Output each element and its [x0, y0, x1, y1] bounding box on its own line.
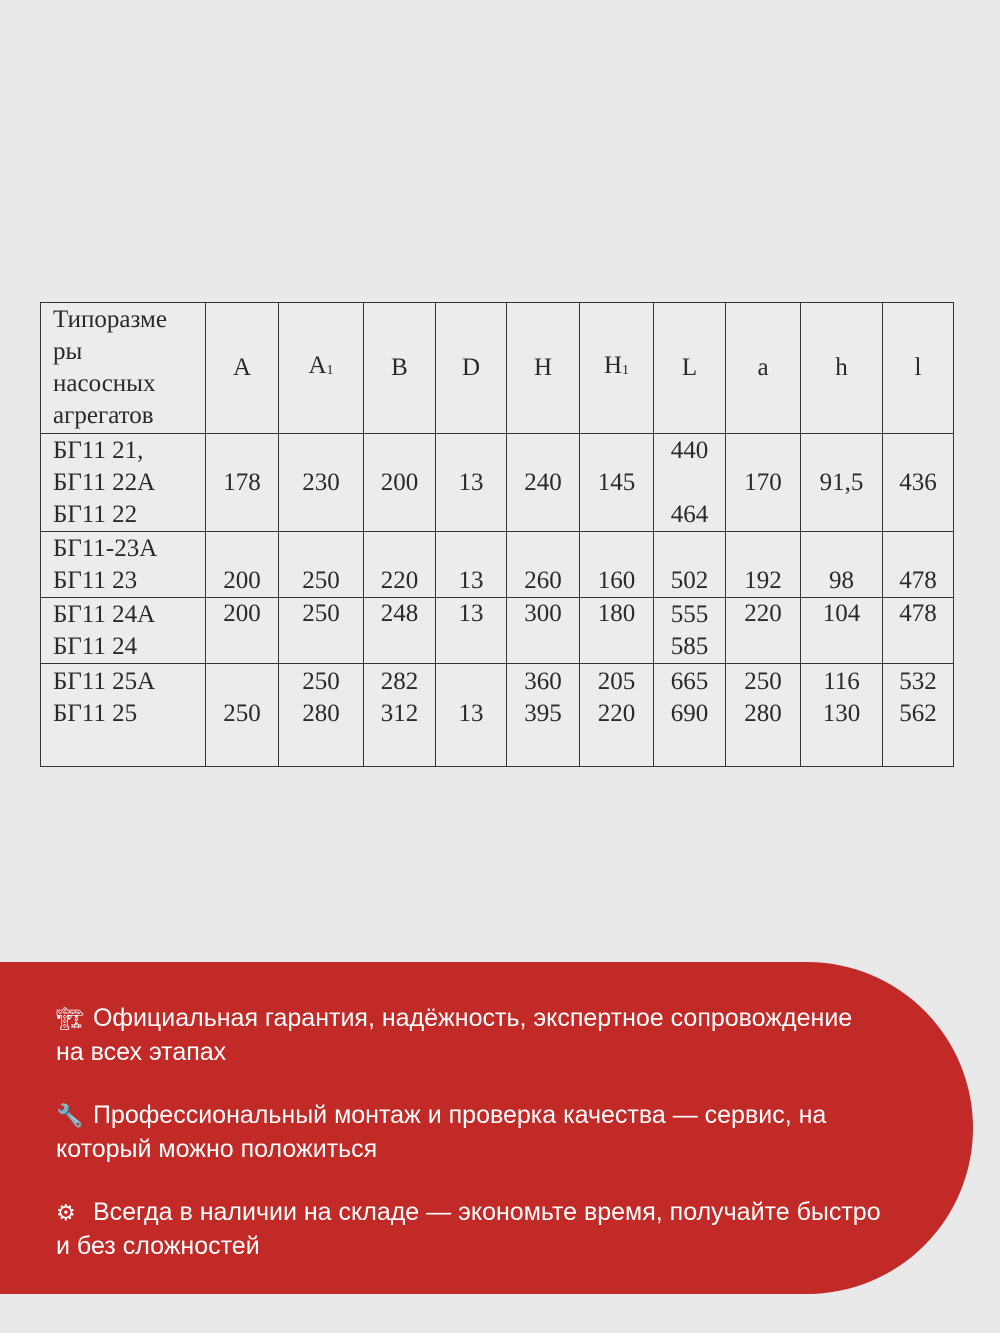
- cell-H: 260: [507, 532, 580, 598]
- cell-H: 360 395: [507, 664, 580, 767]
- factory-icon: 🏗: [56, 1007, 84, 1032]
- cell-L: 665 690: [654, 664, 726, 767]
- cell-A: 178: [206, 434, 279, 532]
- header-pump-models: Типоразме ры насосных агрегатов: [41, 303, 206, 434]
- cell-A1: 230: [279, 434, 364, 532]
- cell-a: 220: [726, 598, 801, 664]
- cell-l: 478: [883, 598, 954, 664]
- feature-installation: [56, 1099, 886, 1166]
- feature-stock-text: Всегда в наличии на складе — экономьте время, получайте быстро и без сложностей: [56, 1198, 881, 1260]
- cell-B: 220: [364, 532, 436, 598]
- table-row: [41, 434, 954, 532]
- gear-icon: ⚙: [56, 1201, 76, 1226]
- cell-l: 532 562: [883, 664, 954, 767]
- header-H: H: [507, 303, 580, 434]
- cell-D: 13: [436, 664, 507, 767]
- table-row: [41, 598, 954, 664]
- cell-h: 91,5: [801, 434, 883, 532]
- cell-A1: 250: [279, 598, 364, 664]
- cell-h: 116 130: [801, 664, 883, 767]
- cell-A1: 250: [279, 532, 364, 598]
- header-D: D: [436, 303, 507, 434]
- cell-H1: 160: [580, 532, 654, 598]
- pump-dimensions-table: [40, 302, 954, 767]
- cell-H1: 145: [580, 434, 654, 532]
- cell-B: 282 312: [364, 664, 436, 767]
- cell-A1: 250 280: [279, 664, 364, 767]
- cell-D: 13: [436, 598, 507, 664]
- cell-h: 104: [801, 598, 883, 664]
- cell-D: 13: [436, 532, 507, 598]
- cell-l: 436: [883, 434, 954, 532]
- cell-a: 170: [726, 434, 801, 532]
- cell-models: БГ11 21, БГ11 22А БГ11 22: [41, 434, 206, 532]
- header-B: B: [364, 303, 436, 434]
- header-a: a: [726, 303, 801, 434]
- cell-l: 478: [883, 532, 954, 598]
- cell-B: 248: [364, 598, 436, 664]
- cell-H1: 205 220: [580, 664, 654, 767]
- cell-D: 13: [436, 434, 507, 532]
- cell-B: 200: [364, 434, 436, 532]
- table-row: [41, 664, 954, 767]
- cell-H: 240: [507, 434, 580, 532]
- table-header-row: [41, 303, 954, 434]
- header-l: l: [883, 303, 954, 434]
- cell-L: 502: [654, 532, 726, 598]
- cell-H: 300: [507, 598, 580, 664]
- header-A1: $A_1$: [279, 303, 364, 434]
- cell-h: 98: [801, 532, 883, 598]
- header-L: L: [654, 303, 726, 434]
- cell-L: 440 464: [654, 434, 726, 532]
- cell-A: 250: [206, 664, 279, 767]
- cell-a: 250 280: [726, 664, 801, 767]
- header-h: h: [801, 303, 883, 434]
- feature-warranty-text: Официальная гарантия, надёжность, экспертное сопровождение на всех этапах: [56, 1004, 853, 1066]
- cell-H1: 180: [580, 598, 654, 664]
- feature-stock: [56, 1196, 886, 1263]
- cell-models: БГ11 25А БГ11 25: [41, 664, 206, 767]
- header-A: A: [206, 303, 279, 434]
- cell-A: 200: [206, 598, 279, 664]
- header-H1: $H_1$: [580, 303, 654, 434]
- features-list: [56, 1002, 886, 1293]
- feature-warranty: [56, 1002, 886, 1069]
- table-row: [41, 532, 954, 598]
- cell-A: 200: [206, 532, 279, 598]
- wrench-icon: 🔧: [56, 1104, 84, 1129]
- cell-a: 192: [726, 532, 801, 598]
- cell-L: 555 585: [654, 598, 726, 664]
- cell-models: БГ11-23А БГ11 23: [41, 532, 206, 598]
- spec-table-container: [40, 302, 953, 767]
- cell-models: БГ11 24А БГ11 24: [41, 598, 206, 664]
- feature-installation-text: Профессиональный монтаж и проверка качества — сервис, на который можно положиться: [56, 1101, 827, 1163]
